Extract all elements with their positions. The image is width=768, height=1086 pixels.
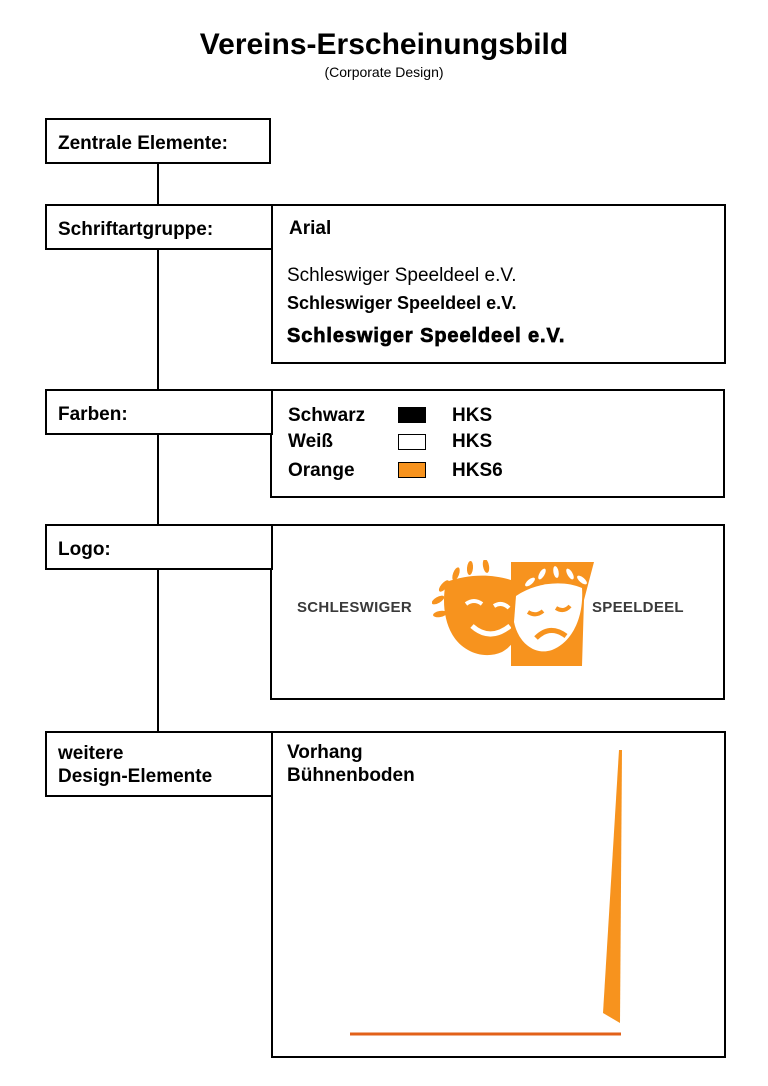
font-sample-bold: Schleswiger Speeldeel e.V. xyxy=(287,293,517,313)
page-title: Vereins-Erscheinungsbild xyxy=(199,28,569,61)
design-elements-label-box xyxy=(45,731,273,797)
theatre-masks-logo xyxy=(432,560,597,672)
color-name-white: Weiß xyxy=(288,431,334,452)
design-elements-label-line1: weitere xyxy=(58,743,124,764)
color-code-white: HKS xyxy=(452,431,493,452)
color-code-orange: HKS6 xyxy=(452,460,503,481)
logo-label: Logo: xyxy=(58,539,111,560)
connector-line xyxy=(157,434,159,526)
central-elements-box xyxy=(45,118,271,164)
color-name-orange: Orange xyxy=(288,460,355,481)
color-name-black: Schwarz xyxy=(288,405,366,426)
logo-word-left: SCHLESWIGER xyxy=(297,599,412,616)
connector-line xyxy=(157,248,159,390)
font-sample-black: Schleswiger Speeldeel e.V. xyxy=(287,325,566,347)
design-elements-label-line2: Design-Elemente xyxy=(58,766,213,787)
font-group-content-box xyxy=(271,204,726,364)
connector-line xyxy=(157,569,159,732)
font-group-label-box xyxy=(45,204,273,250)
swatch-black xyxy=(398,407,426,423)
color-code-black: HKS xyxy=(452,405,493,426)
colors-content-box xyxy=(270,389,725,498)
font-group-label: Schriftartgruppe: xyxy=(58,219,214,240)
connector-line xyxy=(157,163,159,205)
logo-label-box xyxy=(45,524,273,570)
design-elements-graphic xyxy=(273,733,724,1056)
design-item-stage-floor: Bühnenboden xyxy=(287,765,415,786)
colors-label: Farben: xyxy=(58,404,128,425)
curtain-shape xyxy=(603,750,622,1023)
design-item-curtain: Vorhang xyxy=(287,742,363,763)
font-sample-regular: Schleswiger Speeldeel e.V. xyxy=(287,265,517,286)
logo-word-right: SPEELDEEL xyxy=(592,599,684,616)
swatch-white xyxy=(398,434,426,450)
colors-label-box xyxy=(45,389,273,435)
central-elements-label: Zentrale Elemente: xyxy=(58,133,228,154)
swatch-orange xyxy=(398,462,426,478)
logo-content-box xyxy=(270,524,725,700)
design-elements-label xyxy=(58,742,212,788)
font-name: Arial xyxy=(289,218,332,239)
design-elements-content-box xyxy=(271,731,726,1058)
page-subtitle: (Corporate Design) xyxy=(324,64,444,80)
